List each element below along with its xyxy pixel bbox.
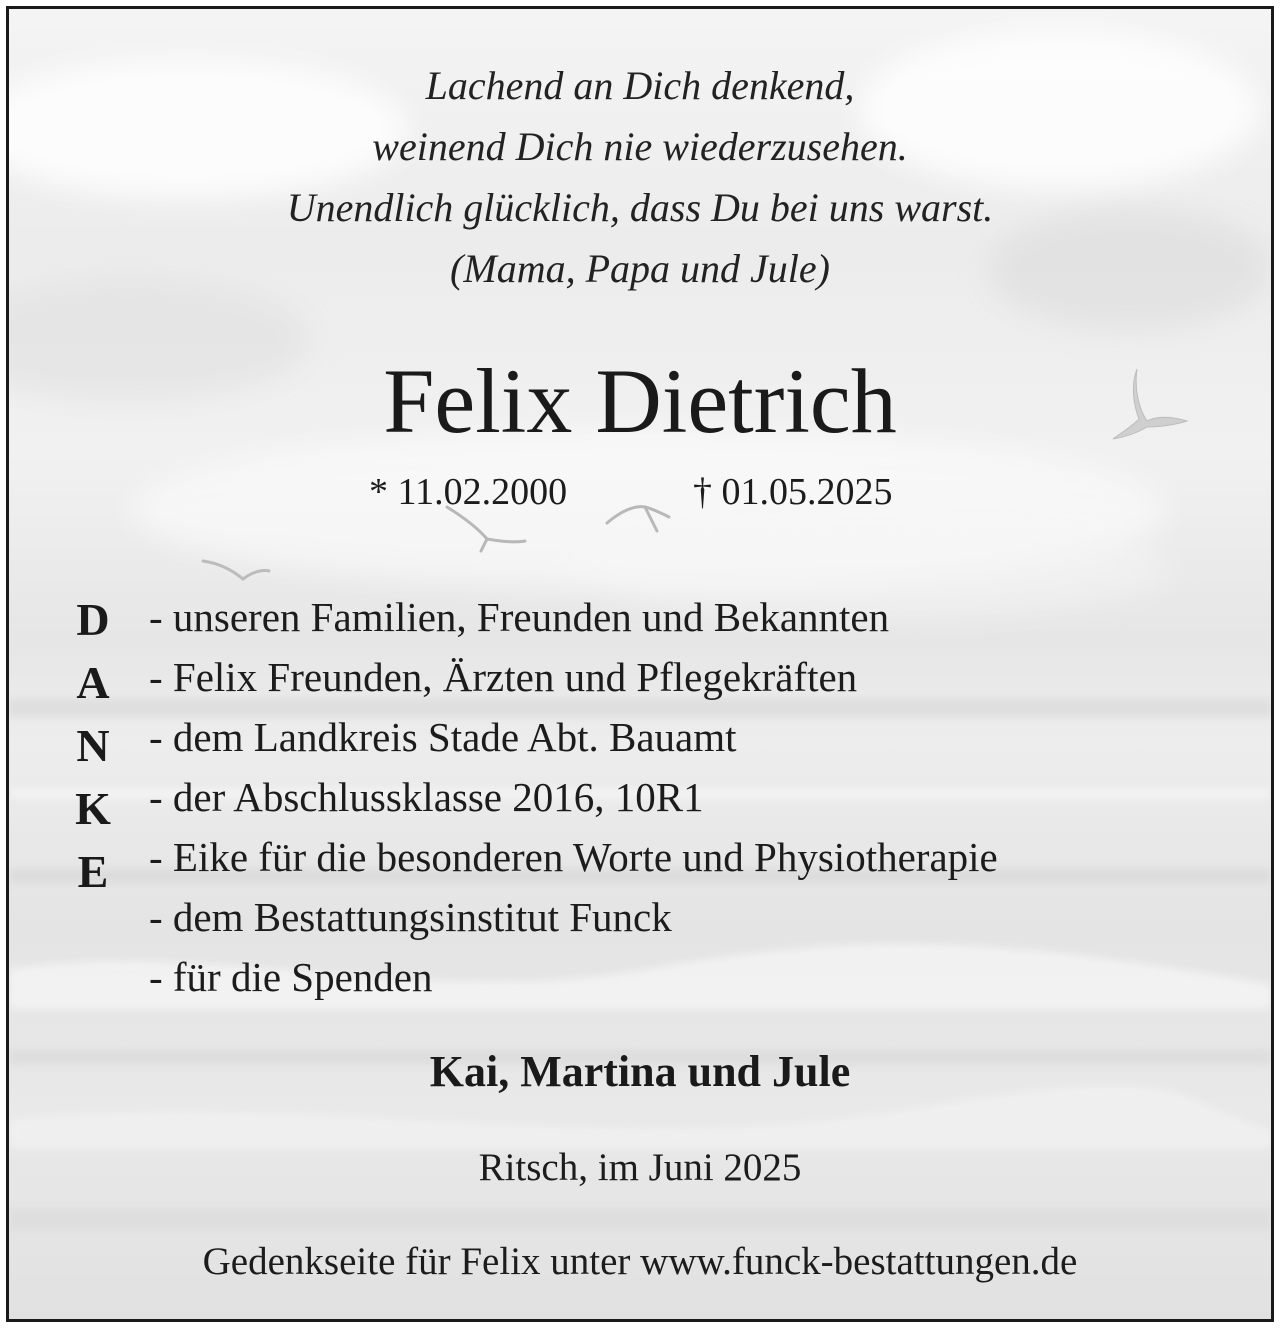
- quote-line: Lachend an Dich denkend,: [425, 63, 855, 108]
- death-date: † 01.05.2025: [693, 471, 893, 513]
- quote-line: (Mama, Papa und Jule): [450, 246, 830, 291]
- deceased-name: Felix Dietrich: [383, 350, 897, 452]
- danke-letter: E: [77, 846, 109, 897]
- quote-line: weinend Dich nie wiederzusehen.: [372, 124, 908, 169]
- thanks-list: [149, 587, 998, 1007]
- signers: Kai, Martina und Jule: [429, 1047, 851, 1096]
- memorial-page-link: Gedenkseite für Felix unter www.funck-bestattungen.de: [202, 1240, 1078, 1283]
- thanks-item: - der Abschlussklasse 2016, 10R1: [149, 774, 704, 820]
- thanks-item: - Eike für die besonderen Worte und Physiotherapie: [149, 834, 998, 880]
- danke-letter: K: [75, 783, 111, 834]
- thanks-item: - dem Landkreis Stade Abt. Bauamt: [149, 714, 737, 760]
- memorial-quote: [9, 55, 1271, 299]
- danke-letter: D: [76, 594, 110, 645]
- danke-letter: A: [76, 657, 110, 708]
- notice-frame: [6, 6, 1274, 1322]
- thanks-item: - dem Bestattungsinstitut Funck: [149, 894, 672, 940]
- danke-acrostic: [53, 592, 133, 907]
- thanks-item: - unseren Familien, Freunden und Bekannten: [149, 594, 890, 640]
- seagull-icon: [203, 561, 269, 579]
- thanks-item: - für die Spenden: [149, 954, 433, 1000]
- thanks-item: - Felix Freunden, Ärzten und Pflegekräften: [149, 654, 858, 700]
- quote-line: Unendlich glücklich, dass Du bei uns warst.: [286, 185, 994, 230]
- birth-date: * 11.02.2000: [369, 471, 568, 513]
- danke-letter: N: [76, 720, 110, 771]
- place-date: Ritsch, im Juni 2025: [478, 1146, 802, 1189]
